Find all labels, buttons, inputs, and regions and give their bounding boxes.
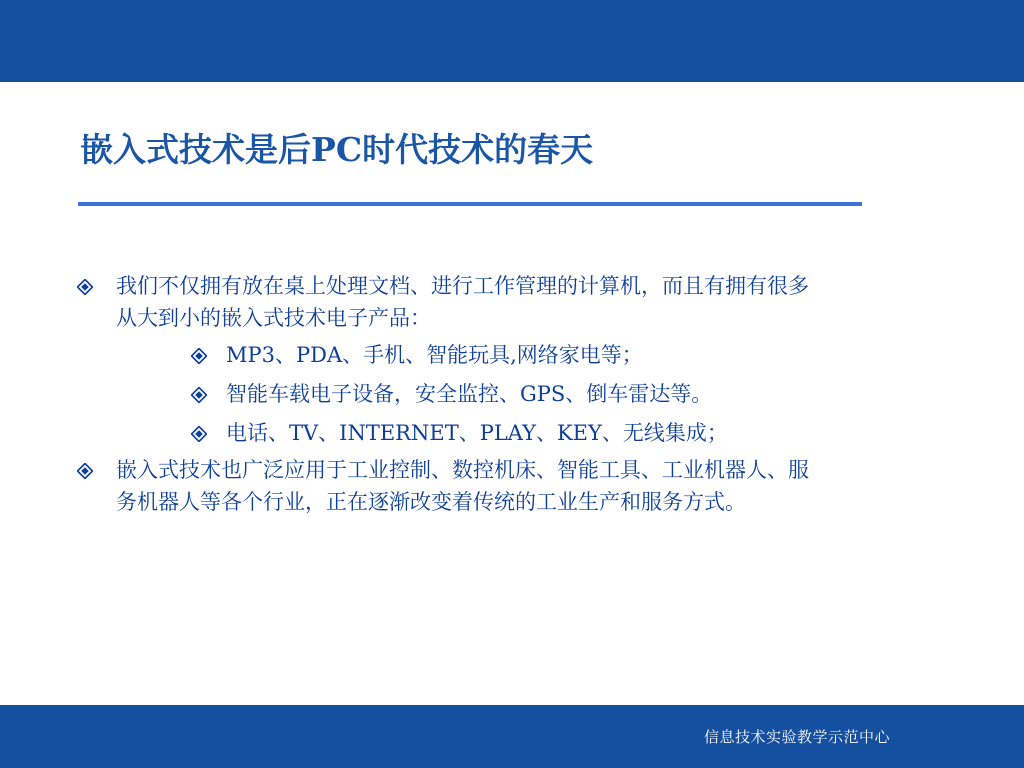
bullet-item [188, 376, 814, 412]
slide-title: 嵌入式技术是后PC时代技术的春天 [80, 130, 594, 169]
bullet-text: 电话、TV、INTERNET、PLAY、KEY、无线集成； [226, 421, 728, 445]
slide-content [74, 270, 814, 521]
bullet-text: 嵌入式技术也广泛应用于工业控制、数控机床、智能工具、工业机器人、服务机器人等各个行业，正在逐渐改变着传统的工业生产和服务方式。 [116, 458, 809, 514]
diamond-bullet-icon [191, 426, 207, 442]
diamond-bullet-icon [191, 348, 207, 364]
bullet-item [188, 337, 814, 373]
bullet-text: 我们不仅拥有放在桌上处理文档、进行工作管理的计算机，而且有拥有很多从大到小的嵌入式技术电子产品： [116, 274, 809, 330]
diamond-bullet-icon [191, 387, 207, 403]
footer-band [0, 705, 1024, 768]
diamond-bullet-icon [77, 279, 93, 295]
title-underline [78, 202, 862, 206]
bullet-item [74, 270, 814, 334]
bullet-item [188, 415, 814, 451]
bullet-item [74, 454, 814, 518]
footer-text: 信息技术实验教学示范中心 [703, 728, 890, 746]
header-band [0, 0, 1024, 82]
bullet-text: 智能车载电子设备，安全监控、GPS、倒车雷达等。 [226, 382, 713, 406]
diamond-bullet-icon [77, 463, 93, 479]
bullet-text: MP3、PDA、手机、智能玩具,网络家电等； [226, 343, 643, 367]
